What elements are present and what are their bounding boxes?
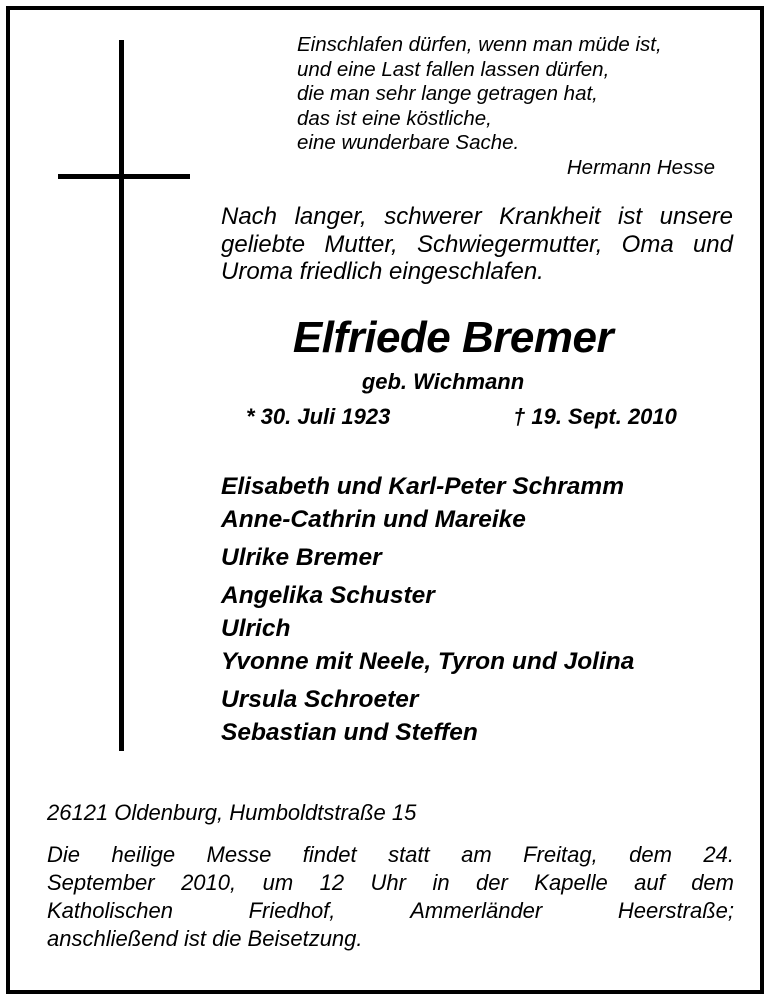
poem-line: und eine Last fallen lassen dürfen,: [297, 57, 610, 81]
poem-line: eine wunderbare Sache.: [297, 131, 520, 154]
mourners-list: [221, 470, 741, 754]
mourner-line: Sebastian und Steffen: [221, 719, 478, 746]
mourner-line: Ursula Schroeter: [221, 686, 419, 713]
birth-date: * 30. Juli 1923: [246, 404, 391, 429]
cross-vertical-bar: [119, 40, 124, 751]
mourner-group: [221, 683, 741, 749]
poem-author: Hermann Hesse: [566, 155, 715, 179]
death-date: † 19. Sept. 2010: [513, 404, 677, 429]
poem-line: das ist eine köstliche,: [297, 106, 492, 130]
family-address: 26121 Oldenburg, Humboldtstraße 15: [47, 800, 417, 825]
service-line: September 2010, um 12 Uhr in der Kapelle auf dem: [47, 870, 734, 895]
mourner-line: Yvonne mit Neele, Tyron und Jolina: [221, 648, 635, 675]
mourner-group: [221, 470, 741, 536]
mourner-group: [221, 579, 741, 678]
intro-line: Nach langer, schwerer Krankheit ist unsere: [221, 203, 733, 230]
service-line: anschließend ist die Beisetzung.: [47, 926, 363, 951]
poem-line: Einschlafen dürfen, wenn man müde ist,: [297, 33, 662, 56]
mourner-line: Anne-Cathrin und Mareike: [221, 506, 526, 533]
mourner-line: Ulrike Bremer: [221, 544, 382, 571]
mourner-line: Elisabeth und Karl-Peter Schramm: [221, 473, 625, 500]
mourner-line: Ulrich: [221, 615, 291, 642]
maiden-name: geb. Wichmann: [361, 369, 525, 394]
cross-horizontal-bar: [58, 174, 190, 179]
intro-line: geliebte Mutter, Schwiegermutter, Oma und: [221, 230, 733, 258]
service-line: Katholischen Friedhof, Ammerländer Heerstraße;: [47, 898, 734, 923]
mourner-group: [221, 541, 741, 574]
service-info: [47, 841, 734, 953]
deceased-name: Elfriede Bremer: [292, 313, 614, 362]
mourner-line: Angelika Schuster: [221, 582, 435, 609]
intro-text: [221, 203, 733, 286]
poem: [297, 33, 717, 180]
intro-line: Uroma friedlich eingeschlafen.: [221, 258, 544, 285]
poem-line: die man sehr lange getragen hat,: [297, 82, 598, 105]
service-line: Die heilige Messe findet statt am Freitag, dem 24.: [47, 842, 734, 867]
